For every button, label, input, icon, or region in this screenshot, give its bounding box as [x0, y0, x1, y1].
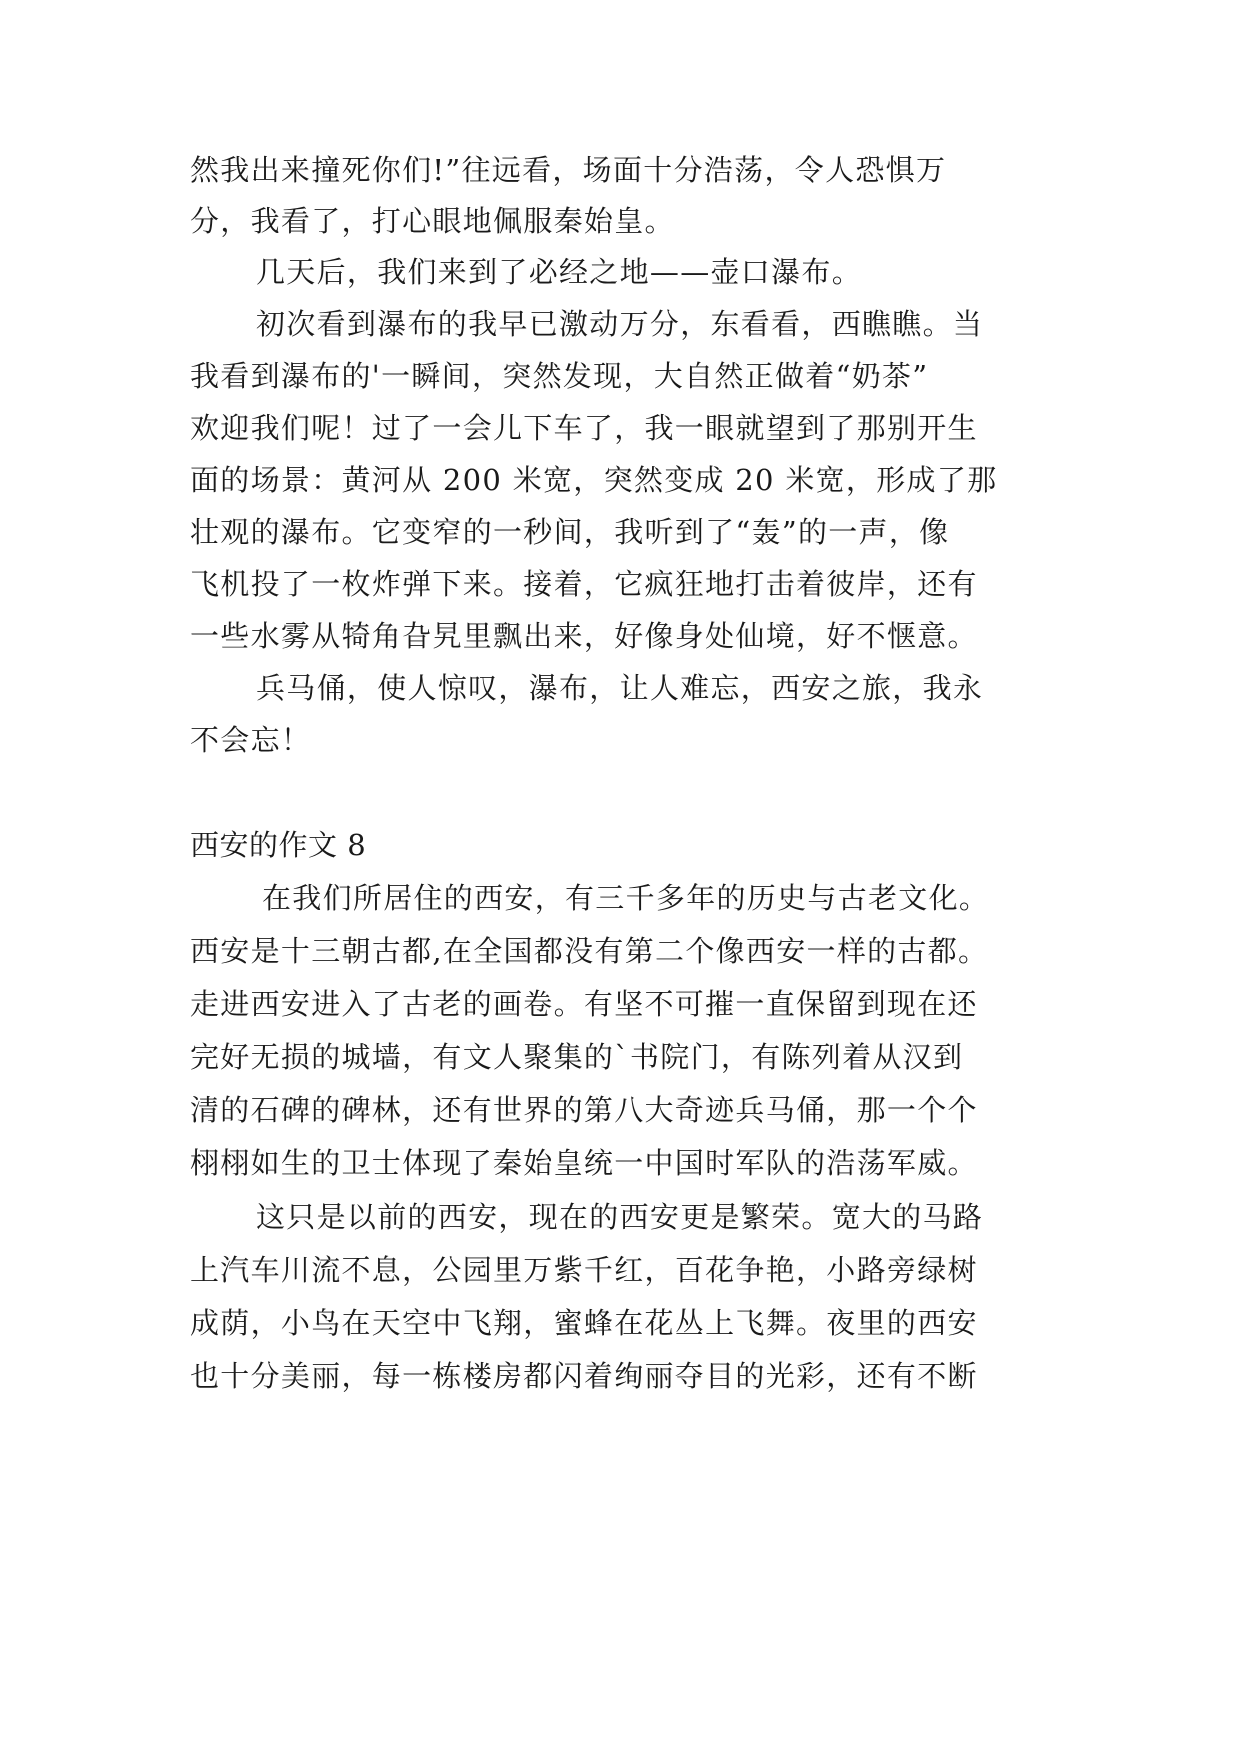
- text-line: 栩栩如生的卫士体现了秦始皇统一中国时军队的浩荡军威。: [190, 1146, 978, 1180]
- text-line: 面的场景：黄河从 200 米宽，突然变成 20 米宽，形成了那: [190, 463, 998, 497]
- text-line: 成荫，小鸟在天空中飞翔，蜜蜂在花丛上飞舞。夜里的西安: [190, 1306, 978, 1340]
- text-line: 完好无损的城墙，有文人聚集的`书院门，有陈列着从汉到: [190, 1040, 964, 1074]
- text-line: 上汽车川流不息，公园里万紫千红，百花争艳，小路旁绿树: [190, 1253, 978, 1287]
- text-line: 在我们所居住的西安，有三千多年的历史与古老文化。: [262, 881, 990, 915]
- text-line: 也十分美丽，每一栋楼房都闪着绚丽夺目的光彩，还有不断: [190, 1359, 978, 1393]
- text-line: 然我出来撞死你们!”往远看，场面十分浩荡，令人恐惧万: [190, 153, 947, 187]
- text-line: 初次看到瀑布的我早已激动万分，东看看，西瞧瞧。当: [256, 307, 984, 341]
- text-line: 一些水雾从犄角旮旯里飘出来，好像身处仙境，好不惬意。: [190, 619, 978, 653]
- text-line: 这只是以前的西安，现在的西安更是繁荣。宽大的马路: [256, 1200, 984, 1234]
- text-line: 不会忘！: [190, 723, 312, 757]
- text-line: 分，我看了，打心眼地佩服秦始皇。: [190, 204, 675, 238]
- text-line: 走进西安进入了古老的画卷。有坚不可摧一直保留到现在还: [190, 987, 978, 1021]
- text-line: 我看到瀑布的'一瞬间，突然发现，大自然正做着“奶茶”: [190, 359, 929, 393]
- text-line: 欢迎我们呢！过了一会儿下车了，我一眼就望到了那别开生: [190, 411, 978, 445]
- text-line: 飞机投了一枚炸弹下来。接着，它疯狂地打击着彼岸，还有: [190, 567, 978, 601]
- text-line: 清的石碑的碑林，还有世界的第八大奇迹兵马俑，那一个个: [190, 1093, 978, 1127]
- paragraph-waterfall-intro: 几天后，我们来到了必经之地——壶口瀑布。: [256, 255, 863, 289]
- essay-title: 西安的作文 8: [190, 828, 367, 862]
- text-line: 壮观的瀑布。它变窄的一秒间，我听到了“轰”的一声，像: [190, 515, 950, 549]
- text-line: 西安是十三朝古都,在全国都没有第二个像西安一样的古都。: [190, 934, 989, 968]
- text-line: 兵马俑，使人惊叹，瀑布，让人难忘，西安之旅，我永: [256, 671, 984, 705]
